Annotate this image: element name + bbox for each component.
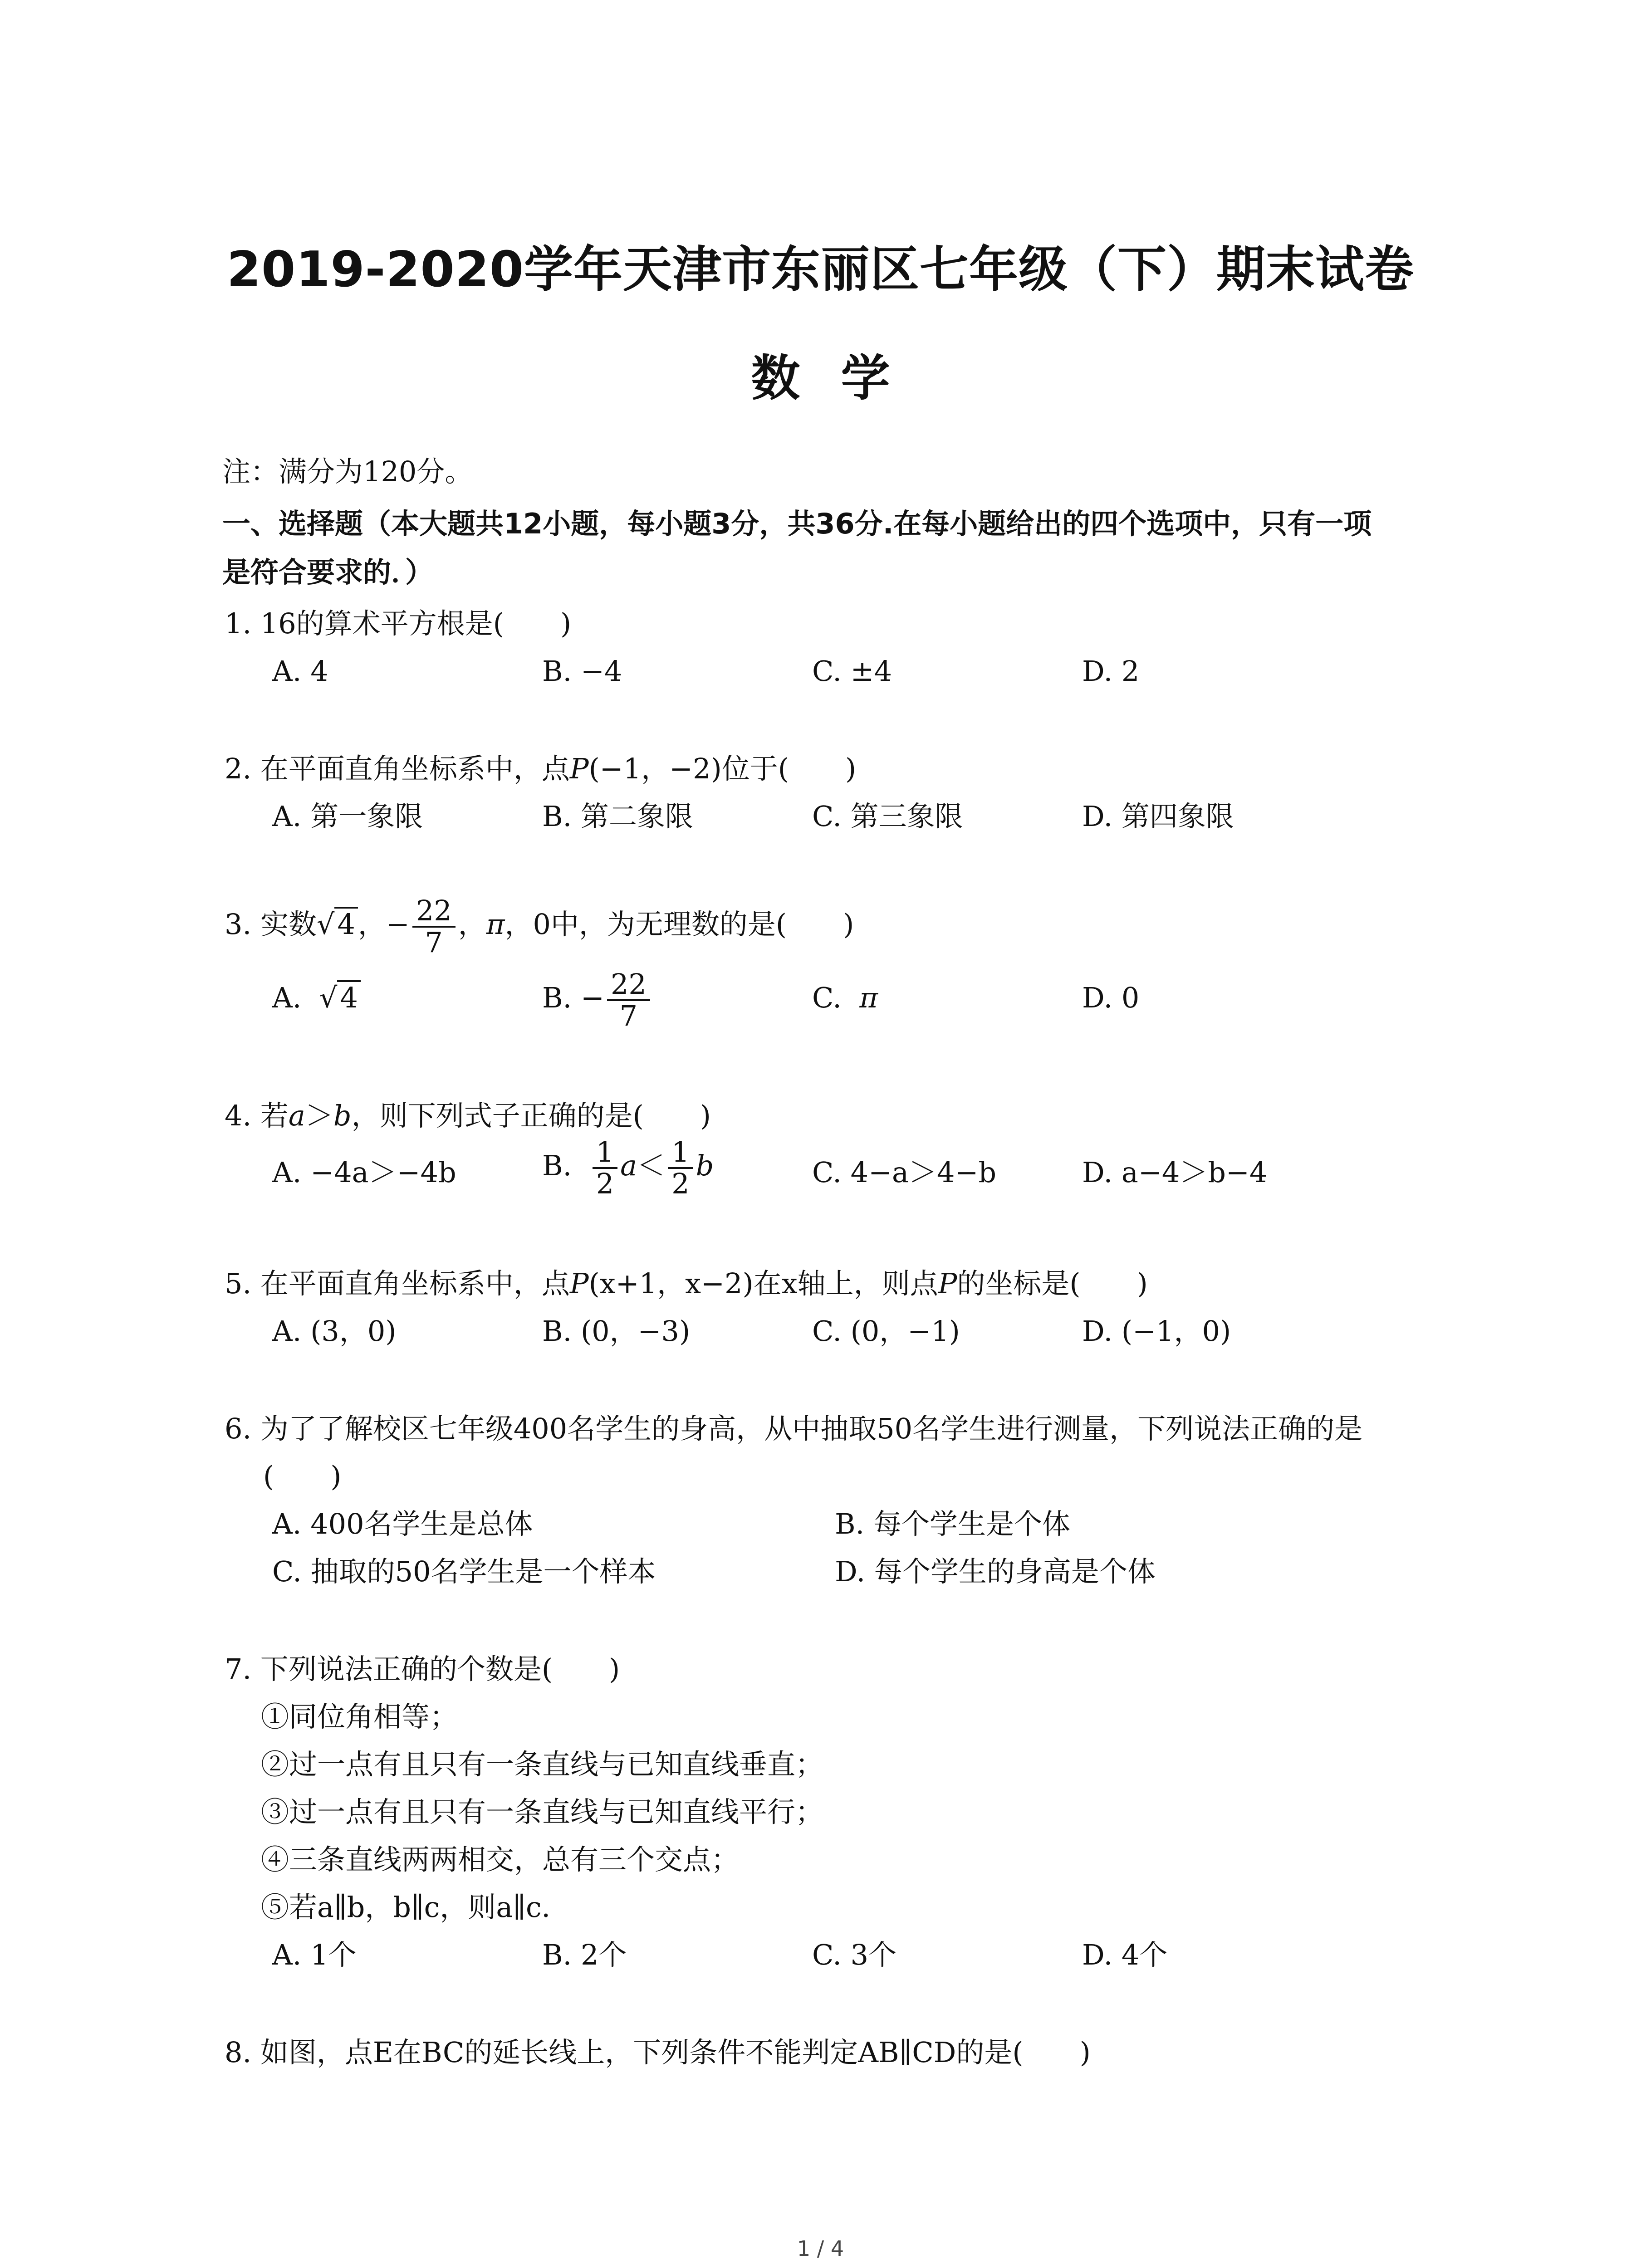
q2-option-d: D. 第四象限 <box>1082 800 1234 833</box>
q6-option-b: B. 每个学生是个体 <box>835 1507 1070 1540</box>
q7-option-d: D. 4个 <box>1082 1938 1168 1971</box>
sqrt-4: √4 <box>317 893 358 956</box>
q4-option-d: D. a−4＞b−4 <box>1082 1156 1268 1189</box>
q6-option-c: C. 抽取的50名学生是一个样本 <box>272 1555 656 1588</box>
section-heading-line2: 是符合要求的．） <box>222 556 434 589</box>
score-note: 注：满分为120分。 <box>222 455 473 488</box>
q6-option-a: A. 400名学生是总体 <box>272 1507 533 1540</box>
q7-statement-4: ④三条直线两两相交，总有三个交点； <box>261 1843 740 1876</box>
section-heading-line1: 一、选择题（本大题共12小题，每小题3分，共36分.在每小题给出的四个选项中，只有一项 <box>222 507 1372 540</box>
q3-option-b: B. − $\frac{22}{7}$ <box>542 966 653 1031</box>
q1-stem: 1. 16的算术平方根是( ) <box>225 607 572 640</box>
q7-statement-1: ①同位角相等； <box>261 1700 458 1733</box>
q3-option-d: D. 0 <box>1082 981 1140 1014</box>
q6-option-d: D. 每个学生的身高是个体 <box>835 1555 1156 1588</box>
q7-option-a: A. 1个 <box>272 1938 357 1971</box>
q4-option-b: B. $\frac{1}{2}$ a＜ $\frac{1}{2}$ b <box>542 1135 714 1200</box>
fraction-22-7: $\frac{22}{7}$ <box>412 896 456 958</box>
q7-stem: 7. 下列说法正确的个数是( ) <box>225 1652 620 1686</box>
q3-stem: 3. 实数√4，− $\frac{22}{7}$ ，π，0中，为无理数的是( ) <box>225 893 854 958</box>
q4-stem: 4. 若a＞b，则下列式子正确的是( ) <box>225 1099 711 1132</box>
q6-stem: 6. 为了了解校区七年级400名学生的身高，从中抽取50名学生进行测量，下列说法正确的是 <box>225 1412 1363 1445</box>
subject-title: 数学 <box>751 350 931 407</box>
q7-statement-2: ②过一点有且只有一条直线与已知直线垂直； <box>261 1748 824 1781</box>
q5-option-d: D. (−1，0) <box>1082 1315 1231 1348</box>
q7-statement-5: ⑤若a∥b，b∥c，则a∥c． <box>261 1891 570 1924</box>
q2-stem: 2. 在平面直角坐标系中，点P(−1，−2)位于( ) <box>225 752 857 785</box>
q5-option-a: A. (3，0) <box>272 1315 397 1348</box>
q5-stem: 5. 在平面直角坐标系中，点P(x+1，x−2)在x轴上，则点P的坐标是( ) <box>225 1267 1148 1300</box>
q7-option-c: C. 3个 <box>812 1938 897 1971</box>
q2-option-a: A. 第一象限 <box>272 800 423 833</box>
q1-option-d: D. 2 <box>1082 655 1140 688</box>
q4-option-a: A. −4a＞−4b <box>272 1156 456 1189</box>
q1-option-b: B. −4 <box>542 655 622 688</box>
exam-title: 2019-2020学年天津市东丽区七年级（下）期末试卷 <box>227 241 1414 298</box>
q5-option-b: B. (0，−3) <box>542 1315 691 1348</box>
page-number: 1 / 4 <box>797 2236 844 2261</box>
q1-option-a: A. 4 <box>272 655 328 688</box>
q4-option-c: C. 4−a＞4−b <box>812 1156 997 1189</box>
q5-option-c: C. (0，−1) <box>812 1315 960 1348</box>
q3-option-a: A. √4 <box>272 966 361 1030</box>
q2-option-b: B. 第二象限 <box>542 800 693 833</box>
q3-option-c: C. π <box>812 981 878 1014</box>
q6-paren: ( ) <box>263 1460 342 1493</box>
q1-option-c: C. ±4 <box>812 655 892 688</box>
q2-option-c: C. 第三象限 <box>812 800 963 833</box>
q8-stem: 8. 如图，点E在BC的延长线上，下列条件不能判定AB∥CD的是( ) <box>225 2036 1091 2069</box>
q7-statement-3: ③过一点有且只有一条直线与已知直线平行； <box>261 1795 824 1828</box>
q7-option-b: B. 2个 <box>542 1938 627 1971</box>
